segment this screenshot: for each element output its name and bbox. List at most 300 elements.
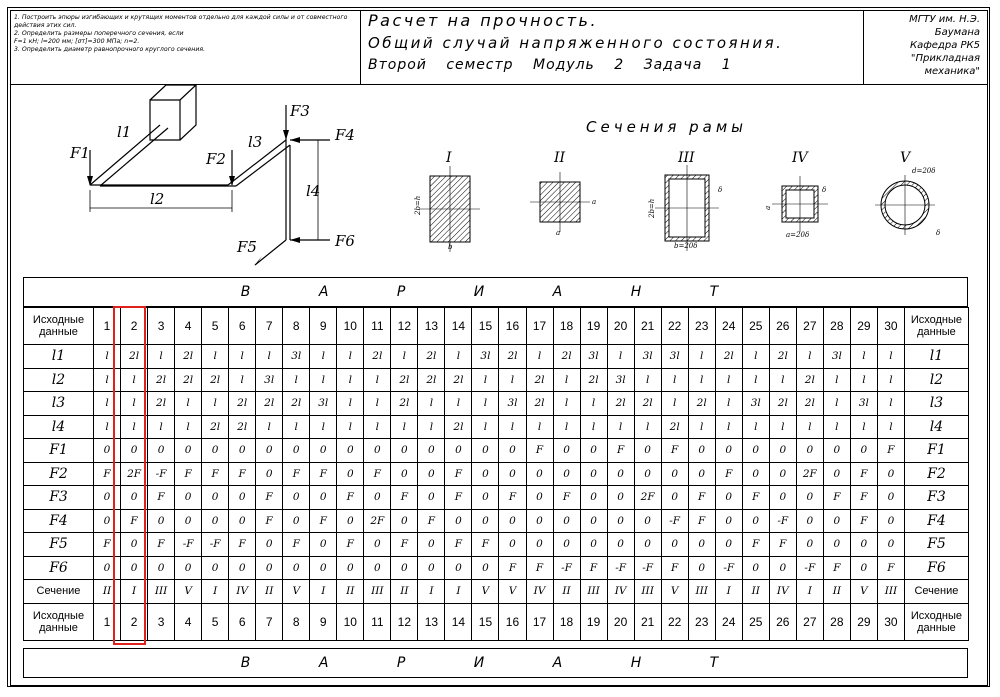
param-value: l bbox=[850, 368, 877, 392]
param-value: l bbox=[742, 345, 769, 369]
variant-number: 26 bbox=[769, 603, 796, 640]
param-value: 0 bbox=[121, 556, 148, 580]
param-value: -F bbox=[796, 556, 823, 580]
param-value: 0 bbox=[850, 533, 877, 557]
param-value: l bbox=[121, 368, 148, 392]
param-value: F bbox=[877, 439, 904, 463]
param-value: F bbox=[769, 533, 796, 557]
param-value: 2l bbox=[175, 345, 202, 369]
organization bbox=[868, 13, 980, 78]
param-value: 2l bbox=[526, 392, 553, 416]
sec-III-dim-h: 2b=h bbox=[648, 198, 656, 218]
param-value: 3l bbox=[634, 345, 661, 369]
param-value: -F bbox=[607, 556, 634, 580]
sec-II-dim-a2: a bbox=[556, 229, 561, 237]
section-value: II bbox=[742, 580, 769, 604]
param-value: 2F bbox=[634, 486, 661, 510]
param-name: F2 bbox=[904, 462, 968, 486]
note-line: F=1 кН; l=200 мм; [σт]=300 МПа; n=2. bbox=[14, 38, 140, 45]
sec-V-dim-delta: δ bbox=[936, 229, 941, 237]
param-value: l bbox=[256, 415, 283, 439]
param-value: 2l bbox=[229, 392, 256, 416]
param-value: l bbox=[337, 392, 364, 416]
param-value: F bbox=[337, 486, 364, 510]
param-value: 0 bbox=[364, 533, 391, 557]
param-name: F1 bbox=[904, 439, 968, 463]
param-value: F bbox=[661, 439, 688, 463]
param-value: l bbox=[499, 415, 526, 439]
param-value: 0 bbox=[877, 462, 904, 486]
param-value: 0 bbox=[310, 486, 337, 510]
variant-number: 15 bbox=[472, 603, 499, 640]
param-value: 0 bbox=[472, 439, 499, 463]
param-value: l bbox=[202, 345, 229, 369]
label-F1: F1 bbox=[70, 144, 90, 162]
param-name: l3 bbox=[24, 392, 94, 416]
param-value: l bbox=[364, 392, 391, 416]
param-value: l bbox=[229, 368, 256, 392]
param-value: F bbox=[364, 462, 391, 486]
param-value: l bbox=[877, 415, 904, 439]
param-value: 0 bbox=[202, 509, 229, 533]
param-name: F5 bbox=[24, 533, 94, 557]
param-value: l bbox=[364, 368, 391, 392]
param-value: F bbox=[661, 556, 688, 580]
section-value: III bbox=[148, 580, 175, 604]
param-value: 0 bbox=[715, 486, 742, 510]
param-value: 0 bbox=[445, 509, 472, 533]
sec-III-dim-b: b=20δ bbox=[674, 242, 698, 250]
param-value: 0 bbox=[769, 556, 796, 580]
label-F4: F4 bbox=[335, 126, 355, 144]
variant-number: 26 bbox=[769, 308, 796, 345]
note-line: действия этих сил. bbox=[14, 22, 77, 29]
variant-number: 14 bbox=[445, 603, 472, 640]
param-value: F bbox=[823, 556, 850, 580]
param-value: 0 bbox=[850, 556, 877, 580]
table-row bbox=[24, 509, 969, 533]
param-value: l bbox=[310, 368, 337, 392]
param-value: 0 bbox=[526, 486, 553, 510]
param-value: l bbox=[553, 392, 580, 416]
param-value: F bbox=[202, 462, 229, 486]
param-value: 0 bbox=[634, 462, 661, 486]
param-value: 0 bbox=[769, 439, 796, 463]
label-F3: F3 bbox=[290, 102, 310, 120]
param-value: F bbox=[283, 533, 310, 557]
table-row bbox=[24, 603, 969, 640]
section-value: I bbox=[796, 580, 823, 604]
variant-number: 16 bbox=[499, 603, 526, 640]
param-value: F bbox=[526, 439, 553, 463]
param-value: l bbox=[121, 415, 148, 439]
param-value: 0 bbox=[94, 439, 121, 463]
param-value: 0 bbox=[499, 439, 526, 463]
param-value: F bbox=[607, 439, 634, 463]
param-value: l bbox=[229, 345, 256, 369]
param-value: F bbox=[391, 533, 418, 557]
param-value: F bbox=[310, 509, 337, 533]
sec-III-dim-delta: δ bbox=[718, 186, 723, 194]
param-value: 0 bbox=[310, 556, 337, 580]
note-line: 3. Определить диаметр равнопрочного круглого сечения. bbox=[14, 46, 206, 53]
section-II-label: II bbox=[554, 150, 566, 166]
param-value: 0 bbox=[148, 509, 175, 533]
variant-number: 8 bbox=[283, 308, 310, 345]
row-label: Исходные данные bbox=[24, 308, 94, 345]
param-value: F bbox=[418, 509, 445, 533]
param-value: -F bbox=[634, 556, 661, 580]
param-value: l bbox=[850, 345, 877, 369]
param-value: 0 bbox=[121, 533, 148, 557]
title-line-3: Второй семестр Модуль 2 Задача 1 bbox=[368, 57, 732, 73]
sec-IV-dim-a: a bbox=[764, 205, 772, 210]
param-value: F bbox=[445, 462, 472, 486]
param-value: 2l bbox=[580, 368, 607, 392]
param-value: 0 bbox=[94, 509, 121, 533]
param-value: l bbox=[580, 415, 607, 439]
param-value: 0 bbox=[688, 533, 715, 557]
param-value: 2l bbox=[796, 368, 823, 392]
param-value: F bbox=[229, 533, 256, 557]
param-value: l bbox=[526, 415, 553, 439]
label-F5: F5 bbox=[237, 238, 257, 256]
param-value: F bbox=[229, 462, 256, 486]
variant-number: 24 bbox=[715, 308, 742, 345]
param-value: 0 bbox=[499, 462, 526, 486]
section-value: II bbox=[337, 580, 364, 604]
title-line-2: Общий случай напряженного состояния. bbox=[368, 34, 784, 52]
param-value: 0 bbox=[364, 439, 391, 463]
section-value: II bbox=[553, 580, 580, 604]
param-value: 0 bbox=[148, 556, 175, 580]
org-line-1: МГТУ им. Н.Э. Баумана bbox=[909, 14, 980, 38]
org-line-2: Кафедра РК5 bbox=[910, 40, 980, 51]
variant-number: 23 bbox=[688, 308, 715, 345]
param-value: 0 bbox=[256, 439, 283, 463]
variant-number: 11 bbox=[364, 603, 391, 640]
param-value: l bbox=[742, 415, 769, 439]
param-value: l bbox=[607, 345, 634, 369]
param-value: 3l bbox=[283, 345, 310, 369]
param-value: 2F bbox=[121, 462, 148, 486]
param-value: 2l bbox=[661, 415, 688, 439]
variant-number: 2 bbox=[121, 603, 148, 640]
param-value: 2l bbox=[769, 345, 796, 369]
variant-number: 7 bbox=[256, 603, 283, 640]
param-value: l bbox=[202, 392, 229, 416]
param-value: l bbox=[688, 415, 715, 439]
variant-number: 17 bbox=[526, 308, 553, 345]
param-value: 2l bbox=[229, 415, 256, 439]
param-value: -F bbox=[175, 533, 202, 557]
param-value: l bbox=[445, 392, 472, 416]
param-value: 0 bbox=[661, 533, 688, 557]
param-value: 0 bbox=[148, 439, 175, 463]
param-value: 0 bbox=[688, 439, 715, 463]
param-value: l bbox=[391, 345, 418, 369]
variant-number: 18 bbox=[553, 603, 580, 640]
section-value: IV bbox=[526, 580, 553, 604]
param-value: 0 bbox=[418, 486, 445, 510]
param-value: l bbox=[769, 415, 796, 439]
variant-number: 21 bbox=[634, 308, 661, 345]
param-value: 0 bbox=[607, 533, 634, 557]
param-value: 0 bbox=[364, 556, 391, 580]
param-value: 3l bbox=[607, 368, 634, 392]
param-value: l bbox=[283, 415, 310, 439]
param-value: 3l bbox=[580, 345, 607, 369]
param-value: 0 bbox=[580, 439, 607, 463]
param-value: 3l bbox=[661, 345, 688, 369]
param-value: 0 bbox=[607, 462, 634, 486]
param-name: l1 bbox=[904, 345, 968, 369]
variant-number: 29 bbox=[850, 603, 877, 640]
param-value: 0 bbox=[634, 439, 661, 463]
param-value: l bbox=[418, 392, 445, 416]
param-value: l bbox=[607, 415, 634, 439]
table-row bbox=[24, 462, 969, 486]
param-value: 2l bbox=[418, 345, 445, 369]
table-row bbox=[24, 392, 969, 416]
param-value: 0 bbox=[769, 462, 796, 486]
section-value: I bbox=[121, 580, 148, 604]
param-value: 2l bbox=[175, 368, 202, 392]
param-value: F bbox=[445, 533, 472, 557]
param-value: l bbox=[94, 368, 121, 392]
param-value: 0 bbox=[418, 556, 445, 580]
label-l4: l4 bbox=[306, 182, 321, 200]
param-value: 0 bbox=[229, 556, 256, 580]
table-row bbox=[24, 580, 969, 604]
param-value: 0 bbox=[391, 462, 418, 486]
variant-number: 27 bbox=[796, 603, 823, 640]
section-value: III bbox=[580, 580, 607, 604]
param-name: F2 bbox=[24, 462, 94, 486]
param-value: 0 bbox=[526, 533, 553, 557]
sections-title: Сечения рамы bbox=[586, 118, 748, 136]
param-value: l bbox=[850, 415, 877, 439]
variant-number: 10 bbox=[337, 603, 364, 640]
table-row bbox=[24, 556, 969, 580]
variant-number: 28 bbox=[823, 308, 850, 345]
param-value: 0 bbox=[661, 486, 688, 510]
table-row bbox=[24, 308, 969, 345]
frame-drawing bbox=[0, 0, 370, 280]
section-I-label: I bbox=[446, 150, 452, 166]
param-value: F bbox=[742, 486, 769, 510]
section-value: III bbox=[364, 580, 391, 604]
header-sep-2 bbox=[863, 10, 864, 84]
variant-number: 18 bbox=[553, 308, 580, 345]
param-value: 0 bbox=[418, 533, 445, 557]
param-value: l bbox=[526, 345, 553, 369]
param-value: l bbox=[715, 415, 742, 439]
param-name: F3 bbox=[24, 486, 94, 510]
param-value: l bbox=[661, 392, 688, 416]
param-value: 0 bbox=[94, 486, 121, 510]
variant-number: 6 bbox=[229, 603, 256, 640]
param-value: 2l bbox=[499, 345, 526, 369]
param-value: l bbox=[823, 392, 850, 416]
variant-number: 7 bbox=[256, 308, 283, 345]
param-name: F4 bbox=[904, 509, 968, 533]
variant-number: 4 bbox=[175, 308, 202, 345]
param-name: F4 bbox=[24, 509, 94, 533]
param-value: l bbox=[877, 392, 904, 416]
variant-header-top: В А Р И А Н Т bbox=[23, 277, 968, 307]
param-value: 0 bbox=[256, 533, 283, 557]
param-value: l bbox=[796, 415, 823, 439]
param-value: l bbox=[472, 415, 499, 439]
param-value: 0 bbox=[229, 486, 256, 510]
param-name: F3 bbox=[904, 486, 968, 510]
param-value: 0 bbox=[715, 509, 742, 533]
variant-number: 1 bbox=[94, 603, 121, 640]
param-value: F bbox=[94, 533, 121, 557]
param-value: 0 bbox=[202, 439, 229, 463]
param-value: F bbox=[310, 462, 337, 486]
variant-number: 20 bbox=[607, 308, 634, 345]
section-value: III bbox=[688, 580, 715, 604]
param-value: 0 bbox=[175, 556, 202, 580]
param-value: -F bbox=[715, 556, 742, 580]
param-value: 0 bbox=[94, 556, 121, 580]
param-value: F bbox=[688, 509, 715, 533]
param-value: 0 bbox=[634, 533, 661, 557]
param-value: l bbox=[715, 368, 742, 392]
sec-IV-dim-delta: δ bbox=[822, 186, 827, 194]
param-value: 0 bbox=[769, 486, 796, 510]
variant-number: 1 bbox=[94, 308, 121, 345]
param-value: 0 bbox=[445, 439, 472, 463]
table-row bbox=[24, 415, 969, 439]
section-value: III bbox=[634, 580, 661, 604]
variant-header-bottom: В А Р И А Н Т bbox=[23, 648, 968, 678]
param-value: l bbox=[472, 368, 499, 392]
param-value: F bbox=[580, 556, 607, 580]
param-value: 3l bbox=[256, 368, 283, 392]
section-value: V bbox=[175, 580, 202, 604]
sec-V-dim-d: d=20δ bbox=[912, 167, 936, 175]
param-value: F bbox=[283, 462, 310, 486]
variant-number: 3 bbox=[148, 603, 175, 640]
param-value: 0 bbox=[877, 509, 904, 533]
param-value: 0 bbox=[877, 533, 904, 557]
row-label: Исходные данные bbox=[904, 308, 968, 345]
param-value: 0 bbox=[688, 462, 715, 486]
param-value: 2l bbox=[715, 345, 742, 369]
variant-number: 12 bbox=[391, 603, 418, 640]
param-value: 0 bbox=[472, 462, 499, 486]
param-value: 0 bbox=[553, 509, 580, 533]
section-value: IV bbox=[229, 580, 256, 604]
param-name: F6 bbox=[24, 556, 94, 580]
param-name: l2 bbox=[904, 368, 968, 392]
variant-number: 28 bbox=[823, 603, 850, 640]
param-value: l bbox=[472, 392, 499, 416]
param-value: 0 bbox=[607, 509, 634, 533]
param-value: l bbox=[661, 368, 688, 392]
row-label: Исходные данные bbox=[904, 603, 968, 640]
param-value: l bbox=[769, 368, 796, 392]
section-value: II bbox=[256, 580, 283, 604]
param-value: -F bbox=[769, 509, 796, 533]
param-value: 0 bbox=[553, 439, 580, 463]
param-value: 0 bbox=[823, 509, 850, 533]
param-value: 3l bbox=[499, 392, 526, 416]
param-value: 2l bbox=[391, 368, 418, 392]
param-value: 2l bbox=[445, 415, 472, 439]
param-value: 0 bbox=[472, 509, 499, 533]
task-title bbox=[368, 10, 783, 76]
param-value: 0 bbox=[418, 462, 445, 486]
variant-number: 8 bbox=[283, 603, 310, 640]
param-value: l bbox=[121, 392, 148, 416]
variant-number: 5 bbox=[202, 603, 229, 640]
param-value: 0 bbox=[337, 439, 364, 463]
param-value: 0 bbox=[499, 533, 526, 557]
row-label: Сечение bbox=[24, 580, 94, 604]
param-value: 0 bbox=[526, 462, 553, 486]
param-value: 0 bbox=[742, 509, 769, 533]
param-value: F bbox=[472, 533, 499, 557]
param-value: 0 bbox=[553, 462, 580, 486]
param-value: l bbox=[634, 415, 661, 439]
variant-number: 13 bbox=[418, 308, 445, 345]
param-name: l2 bbox=[24, 368, 94, 392]
param-value: l bbox=[553, 368, 580, 392]
param-value: l bbox=[310, 415, 337, 439]
param-value: 0 bbox=[823, 439, 850, 463]
param-value: l bbox=[94, 392, 121, 416]
param-value: F bbox=[499, 486, 526, 510]
param-value: 2l bbox=[283, 392, 310, 416]
param-value: 0 bbox=[175, 439, 202, 463]
variant-number: 22 bbox=[661, 308, 688, 345]
variant-number: 24 bbox=[715, 603, 742, 640]
param-value: F bbox=[553, 486, 580, 510]
param-value: F bbox=[94, 462, 121, 486]
section-value: I bbox=[715, 580, 742, 604]
param-value: l bbox=[418, 415, 445, 439]
section-value: V bbox=[499, 580, 526, 604]
param-value: F bbox=[499, 556, 526, 580]
param-value: 0 bbox=[337, 462, 364, 486]
section-IV-label: IV bbox=[792, 150, 808, 166]
param-value: 0 bbox=[202, 556, 229, 580]
variant-number: 30 bbox=[877, 308, 904, 345]
section-value: V bbox=[850, 580, 877, 604]
param-value: 0 bbox=[661, 462, 688, 486]
param-value: 3l bbox=[823, 345, 850, 369]
param-value: l bbox=[256, 345, 283, 369]
table-row bbox=[24, 439, 969, 463]
param-value: 0 bbox=[796, 486, 823, 510]
param-value: 2l bbox=[445, 368, 472, 392]
variant-number: 27 bbox=[796, 308, 823, 345]
section-value: II bbox=[391, 580, 418, 604]
param-value: 0 bbox=[580, 462, 607, 486]
param-value: -F bbox=[553, 556, 580, 580]
variant-number: 25 bbox=[742, 603, 769, 640]
param-value: 0 bbox=[796, 439, 823, 463]
param-value: F bbox=[850, 509, 877, 533]
variant-number: 22 bbox=[661, 603, 688, 640]
variant-number: 17 bbox=[526, 603, 553, 640]
param-value: l bbox=[823, 368, 850, 392]
param-name: F1 bbox=[24, 439, 94, 463]
